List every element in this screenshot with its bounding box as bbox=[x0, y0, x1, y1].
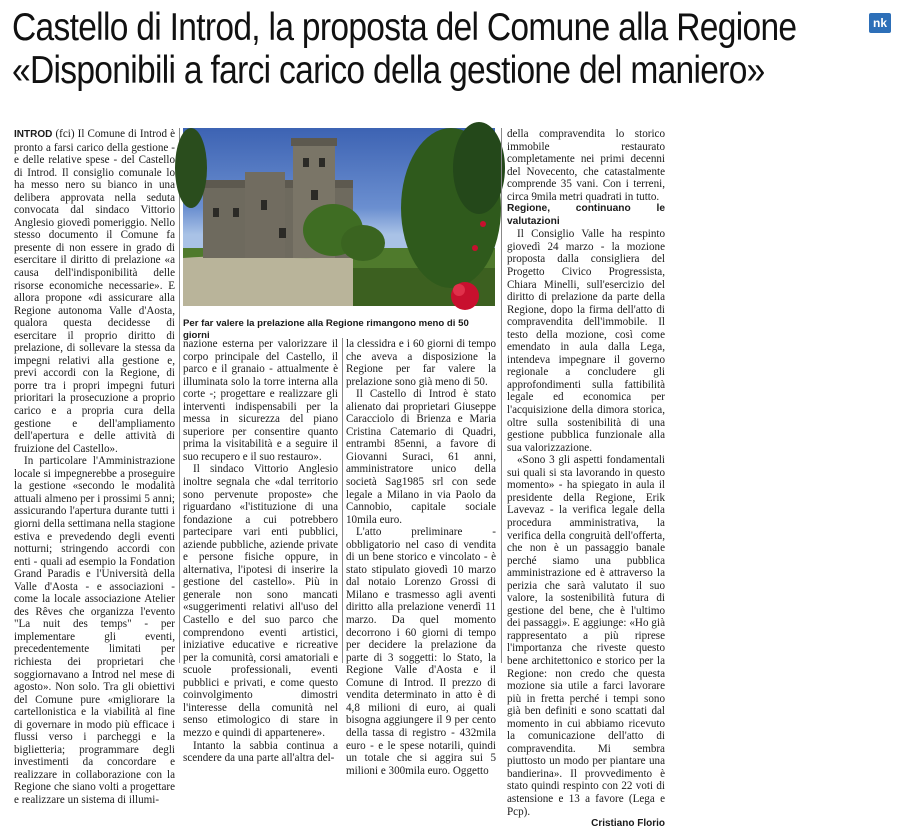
paragraph: Il Consiglio Valle ha respinto giovedì 24 marzo - la mozione proposta dalla consigliera del Progetto Civico Progressista, Chiara Minelli, sull'esercizio del diritto di prelazione da parte della Regione, dopo la firma dell'atto di compravendita dell'immobile. Il testo della mozione, così come emendato in aula dalla Lega, intendeva impegnare il governo regionale a concludere gli approfondimenti sulla fattibilità legale ed economica per l'acquisizione della dimora storica, oltre sulla sostenibilità di una gestione pubblica funzionale alla sua valorizzazione. bbox=[507, 228, 665, 454]
photo-caption: Per far valere la prelazione alla Regione rimangono meno di 50 giorni bbox=[183, 318, 469, 341]
byline: Cristiano Florio bbox=[591, 818, 665, 830]
paragraph: In particolare l'Amministrazione locale si impegnerebbe a proseguire la gestione «secondo le modalità attuali almeno per i prossimi 5 anni; assicurando l'apertura durante tutti i giorni della settimana nella stagione estiva e prevedendo degli eventi notturni; stringendo accordi con enti - quali ad esempio la Fondation Grand Paradis e l'Università della Valle d'Aosta - e associazioni - come la locale associazione Atelier des Rêves che organizza l'evento "La nuit des temps" - per implementare gli eventi, precedentemente limitati per richiesta dei proprietari che soggiornavano a Introd nel mese di agosto». Non solo. Tra gli obiettivi del Comune pure «migliorare la cartellonistica e la viabilità al fine di governare in modo più efficace i flussi verso i parcheggi e la biglietteria; programmare degli investimenti da concordare e realizzare in collaborazione con la Regione che siano volti a progettare e realizzare un sistema di illumi- bbox=[14, 455, 175, 806]
paragraph: nazione esterna per valorizzare il corpo principale del Castello, il parco e il granaio - attualmente è illuminata solo la torre interna alla corte -; progettare e realizzare gli interventi indispensabili per la messa in sicurezza del piano superiore per consentire quanto prima la visitabilità e a seguire il suo recupero e il suo restauro». bbox=[183, 338, 338, 463]
article-column-2 bbox=[183, 338, 338, 765]
paragraph: della compravendita lo storico immobile restaurato completamente nei primi decenni del Novecento, che catastalmente comprende 35 vani. Con i terreni, circa 9mila metri quadrati in tutto. bbox=[507, 128, 665, 203]
paragraph: Intanto la sabbia continua a scendere da una parte all'altra del- bbox=[183, 739, 338, 765]
column-divider bbox=[342, 338, 343, 663]
column-divider bbox=[179, 128, 180, 663]
column-divider bbox=[501, 128, 502, 663]
subheading: Regione, continuano le valutazioni bbox=[507, 203, 665, 227]
castle-photo bbox=[183, 128, 495, 306]
article-column-1 bbox=[14, 128, 175, 806]
paragraph: Il Castello di Introd è stato alienato dai proprietari Giuseppe Caracciolo di Brienza e Maria Cristina Catemario di Quadri, entrambi 85enni, a favore di Giovanni Suraci, 61 anni, amministratore unico della società Sag1985 srl con sede legale a Milano in via Paolo da Cannobio, capitale sociale 10mila euro. bbox=[346, 388, 496, 526]
headline-line-2: «Disponibili a farci carico della gestione del maniero» bbox=[12, 49, 765, 92]
paragraph: la clessidra e i 60 giorni di tempo che aveva a disposizione la Regione per far valere la prelazione sono già meno di 50. bbox=[346, 338, 496, 388]
article-column-3 bbox=[346, 338, 496, 777]
lead-place: INTROD bbox=[14, 129, 53, 140]
article-column-4 bbox=[507, 128, 665, 830]
lead-agency: (fci) bbox=[55, 128, 75, 140]
headline-line-1: Castello di Introd, la proposta del Comune alla Regione bbox=[12, 6, 797, 49]
newspaper-logo-icon: nk bbox=[869, 13, 891, 33]
lead-paragraph bbox=[14, 128, 175, 455]
castle-illustration bbox=[183, 128, 495, 306]
paragraph: «Sono 3 gli aspetti fondamentali sui quali si sta lavorando in questo momento» - ha spiegato in aula il presidente della Regione, Erik Lavevaz - la verifica legale della procedura amministrativa, la verifica della congruità dell'offerta, che non è un passaggio banale perché siamo una pubblica amministrazione ed è attraverso la perizia che sarà valutato il suo valore, la sostenibilità futura di gestione del bene, che è l'ultimo dei passaggi». E aggiunge: «Ho già rappresentato a più riprese l'importanza che riveste questo bene architettonico e storico per la Regione: non credo che questa mozione sia utile a farci lavorare più in fretta perché i tempi sono già ben definiti e sono scattati dal momento in cui abbiamo ricevuto la comunicazione dell'atto di compravendita. Mi sembra piuttosto un modo per piantare una bandierina». Il provvedimento è stato quindi respinto con 22 voti di astensione e 13 a favore (Lega e Pcp). bbox=[507, 454, 665, 818]
headline bbox=[12, 6, 797, 92]
paragraph: Il sindaco Vittorio Anglesio inoltre segnala che «dal territorio sono pervenute proposte» che riguardano «l'istituzione di una fondazione a cui potrebbero partecipare vari enti pubblici, aziende pubbliche, aziende private e persone fisiche oppure, in alternativa, l'ipotesi di inserire la gestione del castello». Più in generale non sono mancati «suggerimenti relativi all'uso del Castello e del suo parco che comprendono eventi artistici, iniziative educative e ricreative per la comunità, corsi amatoriali e scuole professionali, eventi pubblici e privati, e come questo coinvolgimento dimostri l'interesse della comunità nel senso etimologico di stare in mezzo e quindi di appartenere». bbox=[183, 463, 338, 739]
paragraph: Il Comune di Introd è pronto a farsi carico della gestione - e delle relative spese - del Castello di Introd. Il consiglio comunale lo ha messo nero su bianco in una delibera approvata nella seduta convocata dal sindaco Vittorio Anglesio giovedì pomeriggio. Nello stesso documento il Comune fa presente di non essere in grado di esercitare il diritto di prelazione «a causa dell'indisponibilità delle risorse economiche necessarie». E allora propone «di assicurare alla Regione autonoma Valle d'Aosta, qualora questa decidesse di esercitare il proprio diritto di prelazione, di sollevare la stessa da impegni relativi alla gestione e, previ accordi con la Regione, di porre tra i propri impegni futuri prioritari la prosecuzione a proprio carico e a propria cura della gestione e dell'ampliamento dell'apertura e delle attività di fruizione del Castello». bbox=[14, 128, 175, 455]
paragraph: L'atto preliminare - obbligatorio nel caso di vendita di un bene storico e vincolato - è stato stipulato giovedì 10 marzo dal notaio Lorenzo Grossi di Milano e trasmesso agli aventi diritto alla prelazione venerdì 11 marzo. Da quel momento decorrono i 60 giorni di tempo per decidere la prelazione da parte di 3 soggetti: lo Stato, la Regione Valle d'Aosta e il Comune di Introd. Il prezzo di vendita determinato in atto è di 4,8 milioni di euro, ai quali bisogna aggiungere il 9 per cento della tassa di registro - 432mila euro - e le spese notarili, quindi un totale che si aggira sui 5 milioni e 300mila euro. Oggetto bbox=[346, 526, 496, 777]
